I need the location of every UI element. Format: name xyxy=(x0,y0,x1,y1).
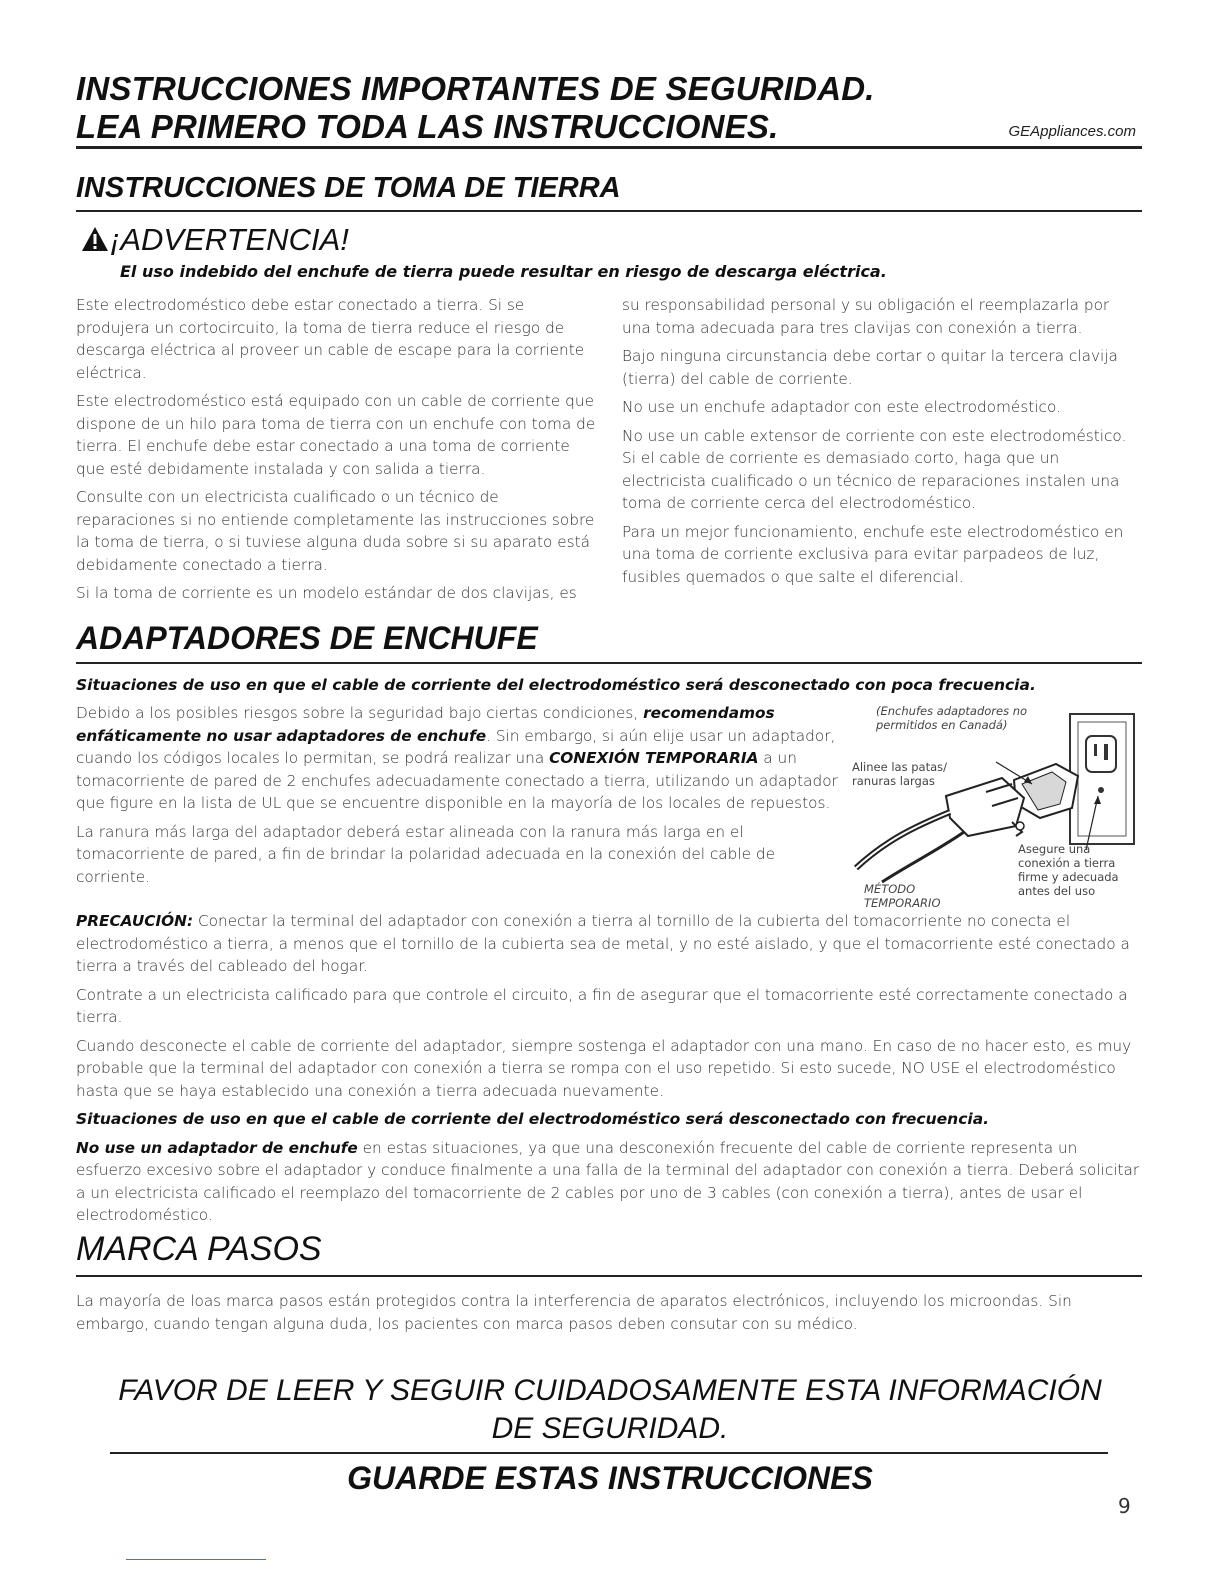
header-title-line1: INSTRUCCIONES IMPORTANTES DE SEGURIDAD. xyxy=(76,70,875,107)
grounding-right-para: No use un cable extensor de corriente con este electrodoméstico. Si el cable de corriente es demasiado corto, haga que un electricista cualificado o un técnico de reparaciones instalen una toma de corriente cerca del electrodoméstico. xyxy=(622,426,1127,512)
adapters-p5-a: No use un adaptador de enchufe xyxy=(76,1138,358,1157)
grounding-title: INSTRUCCIONES DE TOMA DE TIERRA xyxy=(76,172,621,204)
grounding-left-para: Consulte con un electricista cualificado o un técnico de reparaciones si no entiende completamente las instrucciones sobre la toma de tierra, o si tuviese alguna duda sobre si su aparato está debidamente conectado a tierra. xyxy=(76,488,595,574)
adapters-para-3: Contrate a un electricista calificado para que controle el circuito, a fin de asegurar que el tomacorriente esté correctamente conectado a tierra. xyxy=(76,985,1128,1026)
adapters-rule xyxy=(76,662,1142,664)
pacemaker-text: La mayoría de loas marca pasos están protegidos contra la interferencia de aparatos electrónicos, incluyendo los microondas. Sin embargo, cuando tengan alguna duda, los pacientes con marca pasos deben consutar con su médico. xyxy=(76,1292,1072,1333)
adapters-lead-infrequent: Situaciones de uso en que el cable de corriente del electrodoméstico será desconectado con poca frecuencia. xyxy=(76,676,1036,694)
adapters-p1-e: a un tomacorriente de pared de 2 enchufes adecuadamente conectado a tierra, utilizando un adaptador que figure en la lista de UL que se encuentre disponible en la mayoría de los locales de repuestos. xyxy=(76,749,838,812)
grounding-left-para: Este electrodoméstico está equipado con un cable de corriente que dispone de un hilo para toma de tierra con un enchufe con toma de tierra. El enchufe debe estar conectado a una toma de corriente que esté debidamente instalada y con salida a tierra. xyxy=(76,392,596,478)
adapters-para-1 xyxy=(76,702,846,815)
adapters-p1-b: recomendamos enfáticamente no usar adaptadores de enchufe xyxy=(76,704,775,745)
footer-rule xyxy=(110,1452,1108,1454)
adapters-lead-frequent: Situaciones de uso en que el cable de corriente del electrodoméstico será desconectado con frecuencia. xyxy=(76,1110,990,1128)
pacemaker-title: MARCA PASOS xyxy=(76,1230,322,1268)
grounding-rule xyxy=(76,210,1142,212)
figure-method-label: MÉTODO TEMPORARIO xyxy=(864,882,941,910)
pacemaker-rule xyxy=(76,1275,1142,1277)
warning-title: ¡ADVERTENCIA! xyxy=(110,222,349,257)
caution-text: Conectar la terminal del adaptador con conexión a tierra al tornillo de la cubierta del tomacorriente no conecta el electrodoméstico a tierra, a menos que el tornillo de la cubierta sea de metal, y no esté aislado, y que el tomacorriente esté conectado a tierra a través del cableado del hogar. xyxy=(76,912,1130,975)
grounding-right-para: No use un enchufe adaptador con este electrodoméstico. xyxy=(622,398,1061,416)
adapters-p1-a: Debido a los posibles riesgos sobre la seguridad bajo ciertas condiciones, xyxy=(76,704,644,722)
footer-notice-line2: DE SEGURIDAD. xyxy=(491,1412,729,1445)
footer-notice-line1: FAVOR DE LEER Y SEGUIR CUIDADOSAMENTE ESTA INFORMACIÓN xyxy=(118,1374,1102,1407)
link-underline xyxy=(126,1559,266,1560)
adapters-caution xyxy=(76,910,1142,978)
grounding-right-column xyxy=(622,294,1142,594)
figure-note: (Enchufes adaptadores no permitidos en Canadá) xyxy=(876,704,1028,732)
website-label: GEAppliances.com xyxy=(1008,123,1136,140)
figure-align-label: Alinee las patas/ ranuras largas xyxy=(852,760,948,788)
adapters-para-5 xyxy=(76,1137,1142,1227)
adapter-figure xyxy=(846,700,1142,914)
grounding-right-para: su responsabilidad personal y su obligación el reemplazarla por una toma adecuada para tres clavijas con conexión a tierra. xyxy=(622,296,1110,337)
adapters-intro xyxy=(76,702,846,894)
warning-triangle-icon xyxy=(80,224,110,254)
adapters-title: ADAPTADORES DE ENCHUFE xyxy=(76,620,538,656)
header-rule xyxy=(76,146,1142,149)
figure-ground-label: Asegure una conexión a tierra firme y adecuada antes del uso xyxy=(1018,842,1119,898)
adapters-para-4: Cuando desconecte el cable de corriente del adaptador, siempre sostenga el adaptador con una mano. En caso de no hacer esto, es muy probable que la terminal del adaptador con conexión a tierra se rompa con el uso repetido. Si esto sucede, NO USE el electrodoméstico hasta que se haya establecido una conexión a tierra adecuada nuevamente. xyxy=(76,1036,1132,1100)
adapters-para-2: La ranura más larga del adaptador deberá estar alineada con la ranura más larga en el tomacorriente de pared, a fin de brindar la polaridad adecuada en la conexión del cable de corriente. xyxy=(76,822,776,886)
adapters-body xyxy=(76,910,1142,1233)
page-number: 9 xyxy=(1118,1494,1131,1518)
adapters-p5-b: en estas situaciones, ya que una desconexión frecuente del cable de corriente representa un esfuerzo excesivo sobre el adaptador y conduce finalmente a una falla de la terminal del adaptador con conexión a tierra. Deberá solicitar a un electricista calificado el reemplazo del tomacorriente de 2 cables por uno de 3 cables (con conexión a tierra), antes de usar el electrodoméstico. xyxy=(76,1138,1140,1224)
header-title-line2: LEA PRIMERO TODA LAS INSTRUCCIONES. xyxy=(76,108,779,145)
grounding-right-para: Bajo ninguna circunstancia debe cortar o quitar la tercera clavija (tierra) del cable de corriente. xyxy=(622,347,1118,388)
grounding-left-para: Si la toma de corriente es un modelo estándar de dos clavijas, es xyxy=(76,584,577,602)
grounding-right-para: Para un mejor funcionamiento, enchufe este electrodoméstico en una toma de corriente exclusiva para evitar parpadeos de luz, fusibles quemados o que salte el diferencial. xyxy=(622,522,1124,586)
grounding-left-para: Este electrodoméstico debe estar conectado a tierra. Si se produjera un cortocircuito, la toma de tierra reduce el riesgo de descarga eléctrica al proveer un cable de escape para la corriente eléctrica. xyxy=(76,296,585,382)
caution-label: PRECAUCIÓN: xyxy=(76,912,194,930)
warning-subtitle: El uso indebido del enchufe de tierra puede resultar en riesgo de descarga eléctrica. xyxy=(120,262,887,281)
footer-save-instructions: GUARDE ESTAS INSTRUCCIONES xyxy=(347,1460,873,1496)
adapters-p1-d: CONEXIÓN TEMPORARIA xyxy=(549,749,759,767)
adapters-p1-c: . Sin embargo, si aún elije usar un adaptador, cuando los códigos locales lo permitan, se podrá realizar una xyxy=(76,726,836,767)
grounding-left-column xyxy=(76,294,596,611)
